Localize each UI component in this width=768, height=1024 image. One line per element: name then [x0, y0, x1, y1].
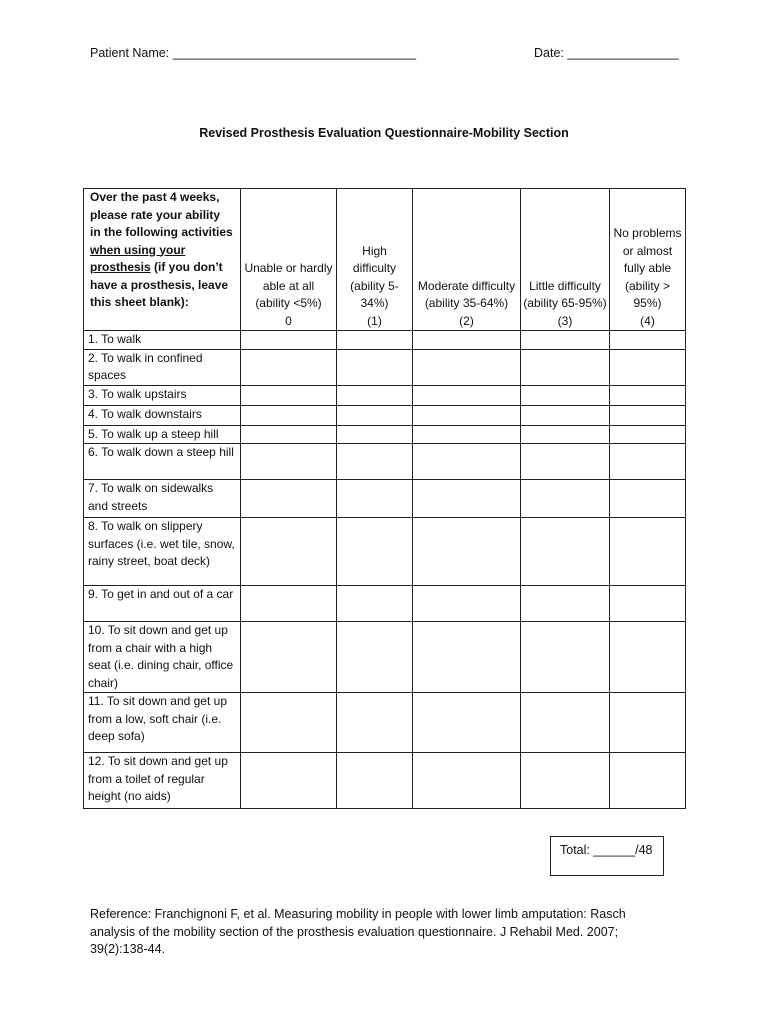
answer-cell[interactable] [413, 480, 521, 518]
answer-cell[interactable] [610, 480, 686, 518]
column-label: Little difficulty [529, 278, 601, 293]
answer-cell[interactable] [241, 405, 337, 425]
table-row [84, 331, 686, 350]
answer-cell[interactable] [610, 385, 686, 405]
answer-cell[interactable] [610, 586, 686, 622]
answer-cell[interactable] [337, 385, 413, 405]
table-row [84, 753, 686, 809]
answer-cell[interactable] [241, 693, 337, 753]
form-title: Revised Prosthesis Evaluation Questionnaire-Mobility Section [199, 126, 569, 140]
answer-cell[interactable] [241, 480, 337, 518]
column-ability: (ability <5%) [255, 296, 322, 310]
answer-cell[interactable] [521, 405, 610, 425]
item-label: 5. To walk up a steep hill [84, 425, 241, 444]
table-header-row [84, 189, 686, 331]
table-row [84, 349, 686, 385]
column-header-no-problems [610, 189, 686, 331]
answer-cell[interactable] [610, 444, 686, 480]
item-label: 8. To walk on slippery surfaces (i.e. wet tile, snow, rainy street, boat deck) [84, 518, 241, 586]
date-line [534, 46, 679, 60]
reference-text: Reference: Franchignoni F, et al. Measuring mobility in people with lower limb amputation: Rasch analysis of the mobility section of the prosthesis evaluation questionnaire. J Rehabil Med. 2007; 39(2):138-44. [90, 907, 626, 956]
item-label: 11. To sit down and get up from a low, soft chair (i.e. deep sofa) [84, 693, 241, 753]
answer-cell[interactable] [521, 586, 610, 622]
column-ability: (ability > 95%) [624, 278, 671, 310]
answer-cell[interactable] [610, 693, 686, 753]
answer-cell[interactable] [610, 331, 686, 350]
column-ability: (ability 65-95%) [523, 296, 607, 310]
answer-cell[interactable] [241, 622, 337, 693]
table-row [84, 480, 686, 518]
answer-cell[interactable] [337, 349, 413, 385]
item-label: 2. To walk in confined spaces [84, 349, 241, 385]
column-score: (1) [367, 313, 382, 328]
column-score: (4) [640, 313, 655, 328]
answer-cell[interactable] [241, 518, 337, 586]
answer-cell[interactable] [337, 405, 413, 425]
column-label: High difficulty [352, 243, 397, 275]
answer-cell[interactable] [413, 518, 521, 586]
answer-cell[interactable] [241, 331, 337, 350]
table-row [84, 385, 686, 405]
answer-cell[interactable] [521, 385, 610, 405]
answer-cell[interactable] [241, 753, 337, 809]
answer-cell[interactable] [413, 622, 521, 693]
answer-cell[interactable] [337, 480, 413, 518]
table-row [84, 586, 686, 622]
answer-cell[interactable] [413, 405, 521, 425]
answer-cell[interactable] [241, 385, 337, 405]
column-score: 0 [285, 313, 292, 328]
answer-cell[interactable] [610, 425, 686, 444]
column-ability: (ability 5-34%) [350, 278, 399, 310]
answer-cell[interactable] [521, 518, 610, 586]
item-label: 12. To sit down and get up from a toilet of regular height (no aids) [84, 753, 241, 809]
answer-cell[interactable] [337, 622, 413, 693]
date-field[interactable]: ________________ [567, 46, 679, 60]
item-rows [84, 331, 686, 809]
answer-cell[interactable] [610, 753, 686, 809]
table-row [84, 518, 686, 586]
answer-cell[interactable] [413, 444, 521, 480]
mobility-table [83, 188, 686, 809]
answer-cell[interactable] [337, 586, 413, 622]
answer-cell[interactable] [521, 331, 610, 350]
column-ability: (ability 35-64%) [424, 296, 509, 310]
answer-cell[interactable] [337, 444, 413, 480]
instruction-text: Over the past 4 weeks, please rate your ability in the following activities [90, 190, 233, 239]
answer-cell[interactable] [241, 586, 337, 622]
answer-cell[interactable] [521, 622, 610, 693]
total-field[interactable]: ______ [593, 843, 636, 857]
column-header-moderate-difficulty [413, 189, 521, 331]
column-score: (3) [557, 313, 573, 328]
answer-cell[interactable] [610, 349, 686, 385]
column-score: (2) [459, 313, 474, 328]
column-label: Unable or hardly able at all [244, 261, 333, 293]
answer-cell[interactable] [413, 331, 521, 350]
answer-cell[interactable] [413, 586, 521, 622]
item-label: 1. To walk [84, 331, 241, 350]
item-label: 10. To sit down and get up from a chair with a high seat (i.e. dining chair, office chair) [84, 622, 241, 693]
column-header-unable [241, 189, 337, 331]
item-label: 6. To walk down a steep hill [84, 444, 241, 480]
answer-cell[interactable] [521, 693, 610, 753]
column-header-high-difficulty [337, 189, 413, 331]
answer-cell[interactable] [337, 693, 413, 753]
table-row [84, 444, 686, 480]
answer-cell[interactable] [337, 425, 413, 444]
answer-cell[interactable] [521, 349, 610, 385]
answer-cell[interactable] [337, 753, 413, 809]
instruction-underlined-text: when using your prosthesis [90, 242, 186, 274]
table-row [84, 622, 686, 693]
item-label: 4. To walk downstairs [84, 405, 241, 425]
answer-cell[interactable] [241, 444, 337, 480]
answer-cell[interactable] [521, 444, 610, 480]
patient-name-label: Patient Name: [90, 46, 170, 60]
total-box [550, 836, 664, 876]
total-max: /48 [635, 843, 653, 857]
patient-name-line [90, 46, 416, 60]
answer-cell[interactable] [413, 349, 521, 385]
instruction-cell [84, 189, 241, 331]
answer-cell[interactable] [521, 753, 610, 809]
table-row [84, 425, 686, 444]
answer-cell[interactable] [521, 425, 610, 444]
answer-cell[interactable] [413, 693, 521, 753]
answer-cell[interactable] [413, 425, 521, 444]
patient-name-field[interactable]: ___________________________________ [172, 46, 417, 60]
column-header-little-difficulty [521, 189, 610, 331]
table-row [84, 693, 686, 753]
answer-cell[interactable] [610, 518, 686, 586]
column-label: Moderate difficulty [417, 278, 516, 293]
table-row [84, 405, 686, 425]
date-label: Date: [534, 46, 564, 60]
answer-cell[interactable] [337, 518, 413, 586]
answer-cell[interactable] [610, 405, 686, 425]
item-label: 9. To get in and out of a car [84, 586, 241, 622]
answer-cell[interactable] [337, 331, 413, 350]
answer-cell[interactable] [413, 753, 521, 809]
item-label: 7. To walk on sidewalks and streets [84, 480, 241, 518]
item-label: 3. To walk upstairs [84, 385, 241, 405]
answer-cell[interactable] [610, 622, 686, 693]
answer-cell[interactable] [521, 480, 610, 518]
column-label: No problems or almost fully able [613, 226, 682, 275]
answer-cell[interactable] [241, 349, 337, 385]
answer-cell[interactable] [241, 425, 337, 444]
total-label: Total: [560, 843, 590, 857]
answer-cell[interactable] [413, 385, 521, 405]
instruction-text-end: (if you don’t have a prosthesis, leave this sheet blank): [90, 260, 229, 309]
